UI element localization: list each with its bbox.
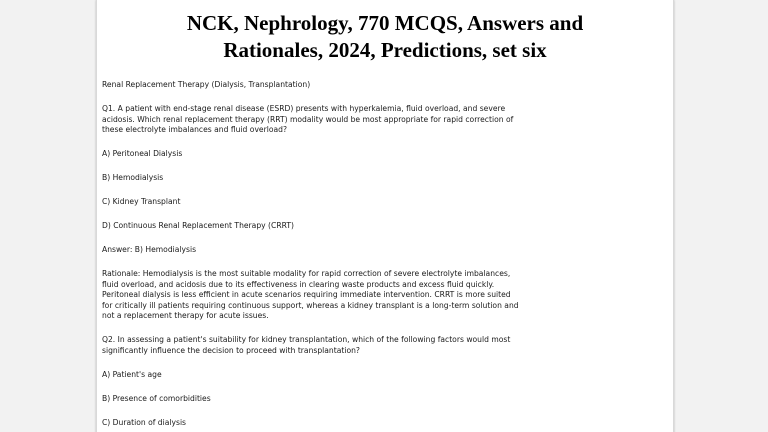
section-heading: Renal Replacement Therapy (Dialysis, Transplantation) — [102, 80, 311, 89]
question-2-stem: Q2. In assessing a patient's suitability for kidney transplantation, which of the following factors would most significantly influence the decision to proceed with transplantation? — [102, 335, 511, 356]
question-1-option-d: D) Continuous Renal Replacement Therapy (CRRT) — [102, 221, 294, 231]
document-title — [97, 10, 673, 64]
question-2-option-a: A) Patient's age — [102, 370, 162, 380]
question-2-option-c: C) Duration of dialysis — [102, 417, 187, 427]
question-1-option-b: B) Hemodialysis — [102, 173, 164, 183]
question-1-option-c: C) Kidney Transplant — [102, 197, 181, 207]
title-line-2: Rationales, 2024, Predictions, set six — [223, 38, 547, 62]
title-line-1: NCK, Nephrology, 770 MCQS, Answers and — [186, 11, 584, 35]
question-1-rationale: Rationale: Hemodialysis is the most suitable modality for rapid correction of severe electrolyte imbalances, fluid overload, and acidosis due to its effectiveness in clearing waste products and excess fluid quickly. Peritoneal dialysis is less efficient in acute scenarios requiring immediate intervention. CRRT is more suited for critically ill patients requiring continuous support, whereas a kidney transplant is a long-term solution and not a replacement therapy for acute issues. — [102, 269, 519, 321]
question-1-option-a: A) Peritoneal Dialysis — [102, 149, 183, 159]
question-2-option-b: B) Presence of comorbidities — [102, 394, 211, 403]
question-1-answer: Answer: B) Hemodialysis — [102, 245, 197, 255]
document-body — [102, 80, 522, 432]
question-1-stem: Q1. A patient with end-stage renal disease (ESRD) presents with hyperkalemia, fluid overload, and severe acidosis. Which renal replacement therapy (RRT) modality would be most appropriate for rapid correction of these electrolyte imbalances and fluid overload? — [102, 103, 514, 135]
